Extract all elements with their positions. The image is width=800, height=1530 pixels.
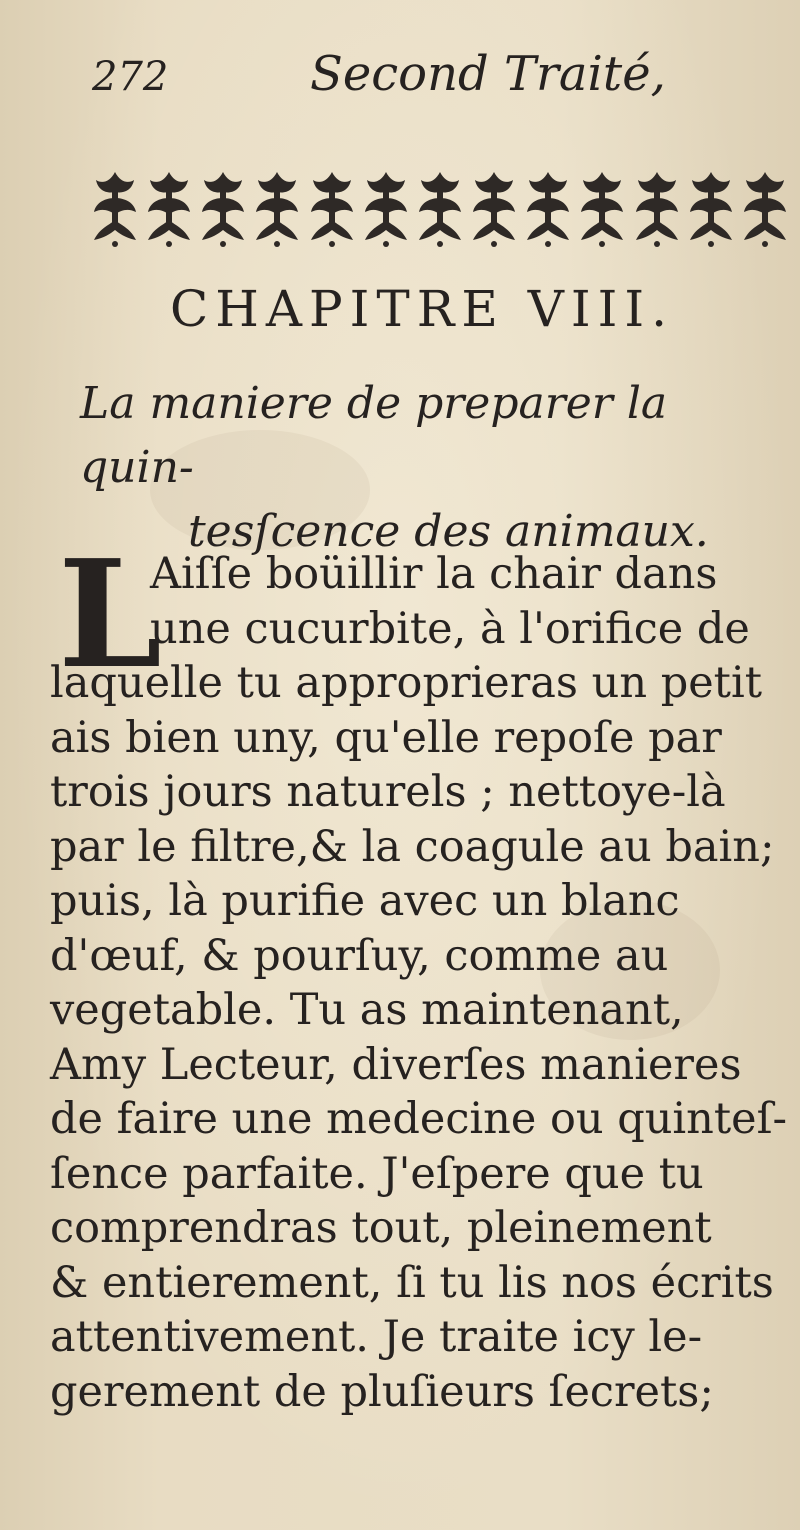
body-line: vegetable. Tu as maintenant, xyxy=(50,985,684,1035)
body-line: ais bien uny, qu'elle repoſe par xyxy=(50,712,722,763)
page-number: 272 xyxy=(92,54,169,100)
fleuron-ornament-icon xyxy=(415,168,465,248)
running-head xyxy=(0,40,800,120)
chapter-title-line2: tesſcence des animaux. xyxy=(188,506,709,557)
body-line: une cucurbite, à l'orifice de xyxy=(150,603,750,654)
fleuron-ornament-icon xyxy=(252,168,302,248)
body-line: ſence parfaite. J'eſpere que tu xyxy=(50,1148,704,1199)
body-line: par le filtre,& la coagule au bain; xyxy=(50,821,775,872)
body-line: comprendras tout, pleinement xyxy=(50,1203,712,1253)
fleuron-ornament-icon xyxy=(523,168,573,248)
fleuron-ornament-band xyxy=(90,160,790,256)
running-title: Second Traité, xyxy=(310,46,666,102)
fleuron-ornament-icon xyxy=(577,168,627,248)
body-line: Amy Lecteur, diverſes manieres xyxy=(50,1039,742,1090)
body-line: laquelle tu approprieras un petit xyxy=(50,658,762,708)
body-line: puis, là purifie avec un blanc xyxy=(50,876,680,926)
fleuron-ornament-icon xyxy=(686,168,736,248)
fleuron-ornament-icon xyxy=(740,168,790,248)
fleuron-ornament-icon xyxy=(90,168,140,248)
body-line: d'œuf, & pourſuy, comme au xyxy=(50,930,669,981)
body-line: trois jours naturels ; nettoye-là xyxy=(50,767,726,817)
fleuron-ornament-icon xyxy=(144,168,194,248)
body-line: gerement de pluſieurs ſecrets; xyxy=(50,1366,714,1417)
drop-cap: L xyxy=(58,527,163,701)
fleuron-ornament-icon xyxy=(632,168,682,248)
fleuron-ornament-icon xyxy=(307,168,357,248)
chapter-title xyxy=(80,372,770,564)
fleuron-ornament-icon xyxy=(361,168,411,248)
fleuron-ornament-icon xyxy=(469,168,519,248)
body-line: de faire une medecine ou quinteſ- xyxy=(50,1094,788,1144)
body-line: Aiſſe boüillir la chair dans xyxy=(150,549,718,599)
chapter-heading: CHAPITRE VIII. xyxy=(170,280,675,338)
fleuron-ornament-icon xyxy=(198,168,248,248)
body-line: & entierement, ſi tu lis nos écrits xyxy=(50,1257,774,1308)
chapter-title-line1: La maniere de preparer la quin- xyxy=(80,378,668,493)
body-line: attentivement. Je traite icy le- xyxy=(50,1312,703,1362)
